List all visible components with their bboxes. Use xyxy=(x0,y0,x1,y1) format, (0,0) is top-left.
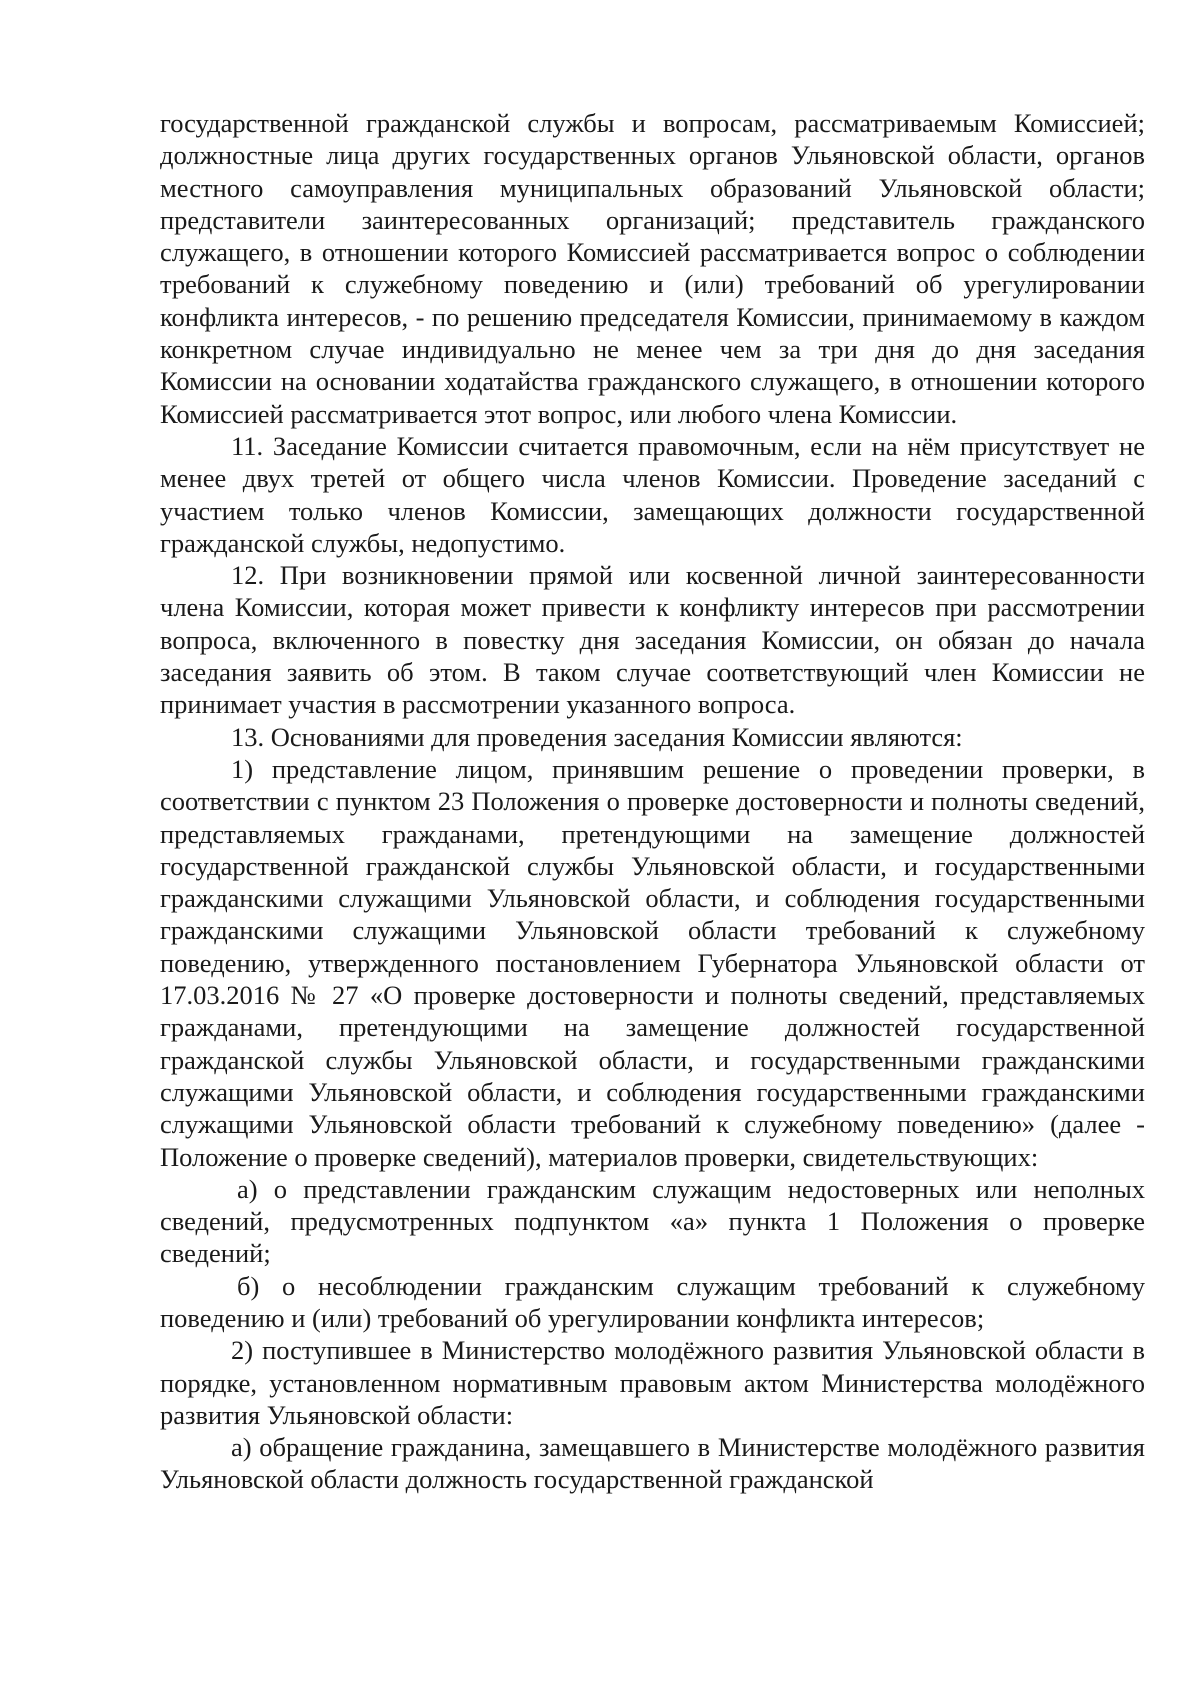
paragraph-item-11: 11. Заседание Комиссии считается правомочным, если на нём присутствует не менее двух третей от общего числа членов Комиссии. Проведение заседаний с участием только членов Комиссии, замещающих должности государственной гражданской службы, недопустимо. xyxy=(160,430,1145,558)
document-body xyxy=(160,107,1145,1496)
paragraph-item-13-2: 2) поступившее в Министерство молодёжного развития Ульяновской области в порядке, установленном нормативным правовым актом Министерства молодёжного развития Ульяновской области: xyxy=(160,1335,1145,1430)
paragraph-item-13-2-a: а) обращение гражданина, замещавшего в Министерстве молодёжного развития Ульяновской области должность государственной гражданской xyxy=(160,1432,1145,1495)
paragraph-item-13-1-b: б) о несоблюдении гражданским служащим требований к служебному поведению и (или) требований об урегулировании конфликта интересов; xyxy=(160,1270,1145,1333)
paragraph-item-12: 12. При возникновении прямой или косвенной личной заинтересованности члена Комиссии, которая может привести к конфликту интересов при рассмотрении вопроса, включенного в повестку дня заседания Комиссии, он обязан до начала заседания заявить об этом. В таком случае соответствующий член Комиссии не принимает участия в рассмотрении указанного вопроса. xyxy=(160,560,1145,720)
paragraph-continuation: государственной гражданской службы и вопросам, рассматриваемым Комиссией; должностные лица других государственных органов Ульяновской области, органов местного самоуправления муниципальных образований Ульяновской области; представители заинтересованных организаций; представитель гражданского служащего, в отношении которого Комиссией рассматривается вопрос о соблюдении требований к служебному поведению и (или) требований об урегулировании конфликта интересов, - по решению председателя Комиссии, принимаемому в каждом конкретном случае индивидуально не менее чем за три дня до дня заседания Комиссии на основании ходатайства гражданского служащего, в отношении которого Комиссией рассматривается этот вопрос, или любого члена Комиссии. xyxy=(160,108,1145,429)
paragraph-item-13-1-a: а) о представлении гражданским служащим недостоверных или неполных сведений, предусмотренных подпунктом «а» пункта 1 Положения о проверке сведений; xyxy=(160,1173,1145,1269)
paragraph-item-13-1: 1) представление лицом, принявшим решение о проведении проверки, в соответствии с пунктом 23 Положения о проверке достоверности и полноты сведений, представляемых гражданами, претендующими на замещение должностей государственной гражданской службы Ульяновской области, и государственными гражданскими служащими Ульяновской области, и соблюдения государственными гражданскими служащими Ульяновской области требований к служебному поведению, утвержденного постановлением Губернатора Ульяновской области от 17.03.2016 № 27 «О проверке достоверности и полноты сведений, представляемых гражданами, претендующими на замещение должностей государственной гражданской службы Ульяновской области, и государственными гражданскими служащими Ульяновской области, и соблюдения государственными гражданскими служащими Ульяновской области требований к служебному поведению» (далее - Положение о проверке сведений), материалов проверки, свидетельствующих: xyxy=(160,753,1145,1172)
paragraph-item-13: 13. Основаниями для проведения заседания Комиссии являются: xyxy=(231,721,963,752)
